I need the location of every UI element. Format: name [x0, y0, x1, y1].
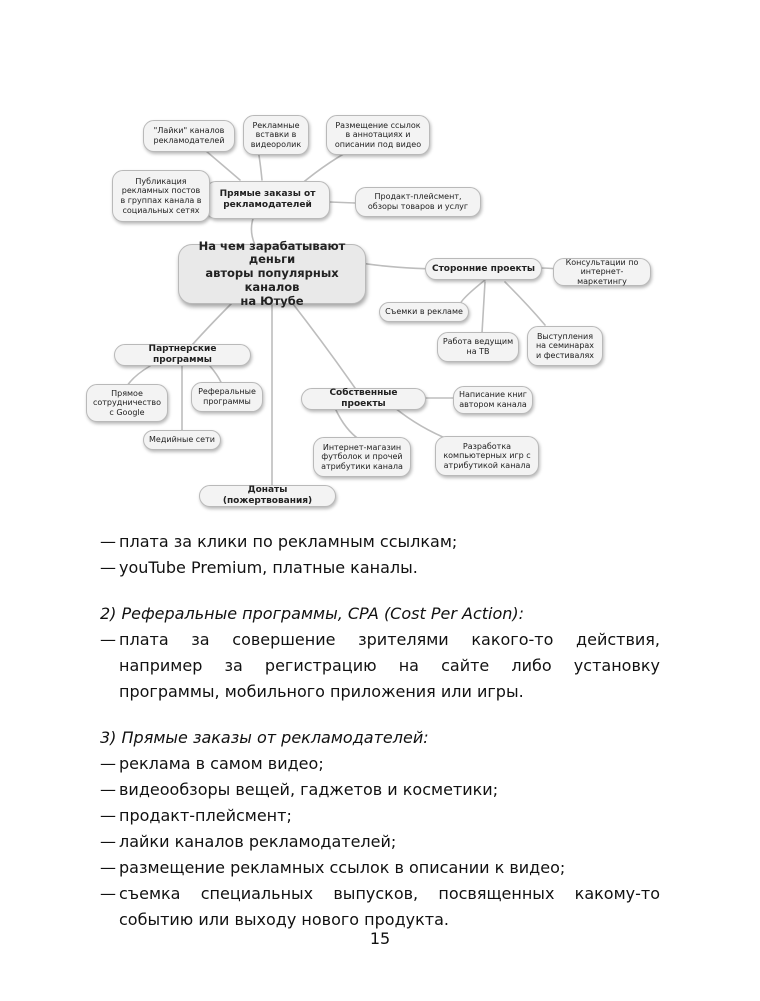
list-dash: — [100, 884, 116, 903]
games-node: Разработка компьютерных игр с атрибутикой канала [435, 436, 539, 476]
body-text [100, 529, 660, 933]
list-item [100, 751, 660, 777]
shop-node: Интернет-магазин футболок и прочей атрибутики канала [313, 437, 411, 477]
list-item [100, 555, 660, 581]
third-party-node: Сторонние проекты [425, 258, 542, 280]
books-node: Написание книг автором канала [453, 386, 533, 414]
consulting-node: Консультации по интернет-маркетингу [553, 258, 651, 286]
list-dash: — [100, 832, 116, 851]
list-item-text: съемка специальных выпусков, посвященных какому-то событию или выходу нового продукта. [119, 884, 660, 929]
section-heading-referral: 2) Реферальные программы, CPA (Cost Per Action): [100, 604, 525, 623]
list-dash: — [100, 630, 116, 649]
list-item-text: плата за клики по рекламным ссылкам; [119, 532, 458, 551]
donations-node: Донаты (пожертвования) [199, 485, 336, 507]
list-item-text: видеообзоры вещей, гаджетов и косметики; [119, 780, 499, 799]
list-item [100, 777, 660, 803]
list-dash: — [100, 858, 116, 877]
list-dash: — [100, 780, 116, 799]
referral-node: Реферальные программы [191, 382, 263, 412]
list-item [100, 627, 660, 705]
list-item-text: плата за совершение зрителями какого-то действия, например за регистрацию на сайте либо установку программы, мобильного приложения или игры. [119, 630, 660, 701]
mind-map-center-node: На чем зарабатывают деньги авторы популярных каналов на Ютубе [178, 244, 366, 304]
list-item-text: youTube Premium, платные каналы. [119, 558, 418, 577]
tv-host-node: Работа ведущим на ТВ [437, 332, 519, 362]
likes-node: "Лайки" каналов рекламодателей [143, 120, 235, 152]
list-item-text: размещение рекламных ссылок в описании к видео; [119, 858, 566, 877]
list-dash: — [100, 754, 116, 773]
list-item [100, 803, 660, 829]
list-item-text: реклама в самом видео; [119, 754, 324, 773]
seminars-node: Выступления на семинарах и фестивалях [527, 326, 603, 366]
partner-programs-node: Партнерские программы [114, 344, 251, 366]
section-heading-direct-orders: 3) Прямые заказы от рекламодателей: [100, 728, 429, 747]
list-item-text: лайки каналов рекламодателей; [119, 832, 397, 851]
google-node: Прямое сотрудничество с Google [86, 384, 168, 422]
list-item-text: продакт-плейсмент; [119, 806, 292, 825]
own-projects-node: Собственные проекты [301, 388, 426, 410]
social-posts-node: Публикация рекламных постов в группах канала в социальных сетях [112, 170, 210, 222]
list-item [100, 529, 660, 555]
direct-orders-node: Прямые заказы от рекламодателей [205, 181, 330, 219]
ad-inserts-node: Рекламные вставки в видеоролик [243, 115, 309, 155]
annotation-links-node: Размещение ссылок в аннотациях и описании под видео [326, 115, 430, 155]
media-networks-node: Медийные сети [143, 430, 221, 450]
list-item [100, 855, 660, 881]
list-item [100, 829, 660, 855]
page-number: 15 [369, 929, 391, 948]
product-placement-node: Продакт-плейсмент, обзоры товаров и услуг [355, 187, 481, 217]
list-dash: — [100, 806, 116, 825]
ads-shooting-node: Съемки в рекламе [379, 302, 469, 322]
list-item [100, 881, 660, 933]
list-dash: — [100, 532, 116, 551]
list-dash: — [100, 558, 116, 577]
